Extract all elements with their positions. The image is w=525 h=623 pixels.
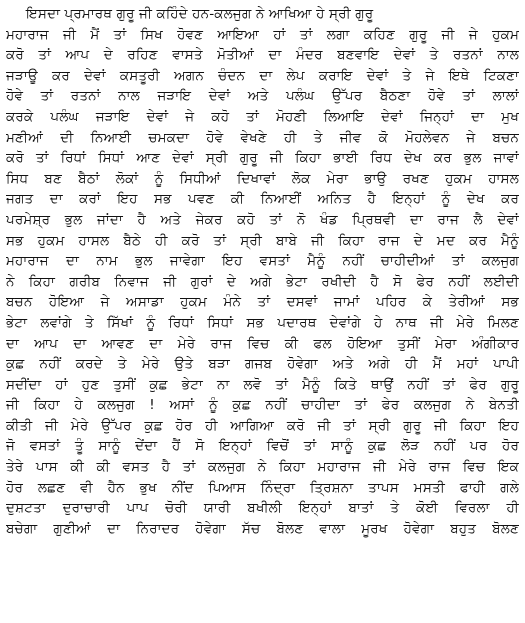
text-line: ਇਸਦਾ ਪ੍ਰਮਾਰਥ ਗੁਰੂ ਜੀ ਕਹਿੰਦੇ ਹਨ-ਕਲਜੁਗ ਨੇ ਆਖਿਆ ਹੇ ਸ੍ਰੀ ਗੁਰੂ bbox=[26, 6, 374, 22]
text-line: ਬਚਨ ਹੋਇਆ ਜੇ ਅਸਾਡਾ ਹੁਕਮ ਮੰਨੇ ਤਾਂ ਦਸਵਾਂ ਜਾਮਾਂ ਪਹਿਰ ਕੇ ਤੇਰੀਆਂ ਸਭ bbox=[6, 294, 519, 311]
text-line: ਕੁਛ ਨਹੀਂ ਕਰਦੇ ਤੇ ਮੇਰੇ ਉਤੇ ਬੜਾ ਗਜਬ ਹੋਵੇਗਾ ਅਤੇ ਅਗੇ ਹੀ ਮੈਂ ਮਹਾਂ ਪਾਪੀ bbox=[6, 356, 519, 373]
text-line: ਕਰਕੇ ਪਲੰਘ ਜੜਾਇ ਦੇਵਾਂ ਜੇ ਕਹੋ ਤਾਂ ਮੋਹਣੀ ਲਿਆਇ ਦੇਵਾਂ ਜਿਨ੍ਹਾਂ ਦਾ ਮੁਖ bbox=[6, 108, 519, 125]
text-line: ਕਰੋ ਤਾਂ ਆਪ ਦੇ ਰਹਿਣ ਵਾਸਤੇ ਮੋਤੀਆਂ ਦਾ ਮੰਦਰ ਬਣਵਾਇ ਦੇਵਾਂ ਤੇ ਰਤਨਾਂ ਨਾਲ bbox=[6, 47, 519, 64]
text-line: ਜੋ ਵਸਤਾਂ ਤੂੰ ਸਾਨੂੰ ਦੇਂਦਾ ਹੈਂ ਸੋ ਇਨ੍ਹਾਂ ਵਿਚੋਂ ਤਾਂ ਸਾਨੂੰ ਕੁਛ ਲੋੜ ਨਹੀਂ ਪਰ ਹੋਰ bbox=[6, 438, 519, 455]
text-line: ਕਰੋ ਤਾਂ ਰਿਧਾਂ ਸਿਧਾਂ ਆਣ ਦੇਵਾਂ ਸ੍ਰੀ ਗੁਰੂ ਜੀ ਕਿਹਾ ਭਾਈ ਰਿਧ ਦੇਖ ਕਰ ਭੁਲ ਜਾਵਾਂ bbox=[6, 150, 519, 167]
text-line: ਨੇ ਕਿਹਾ ਗਰੀਬ ਨਿਵਾਜ ਜੀ ਗੁਰਾਂ ਦੇ ਅਗੇ ਭੇਟਾ ਰਖੀਦੀ ਹੈ ਸੋ ਫੇਰ ਨਹੀਂ ਲਈਦੀ bbox=[6, 273, 519, 290]
text-line: ਭੇਟਾ ਲਵਾਂਗੇ ਤੇ ਸਿੱਖਾਂ ਨੂੰ ਰਿਧਾਂ ਸਿਧਾਂ ਸਭ ਪਦਾਰਥ ਦੇਵਾਂਗੇ ਹੇ ਨਾਥ ਜੀ ਮੇਰੇ ਮਿਲਣ bbox=[6, 314, 519, 331]
gurmukhi-text-block bbox=[6, 4, 519, 539]
text-line: ਕੀਤੀ ਜੀ ਮੇਰੇ ਉੱਪਰ ਕੁਛ ਹੋਰ ਹੀ ਆਗਿਆ ਕਰੋ ਜੀ ਤਾਂ ਸ੍ਰੀ ਗੁਰੂ ਜੀ ਕਿਹਾ ਇਹ bbox=[6, 417, 519, 434]
text-line: ਮਣੀਆਂ ਦੀ ਨਿਆਈ ਚਮਕਦਾ ਹੋਵੇ ਵੇਖਣੇ ਹੀ ਤੇ ਜੀਵ ਕੋ ਮੋਹਲੇਵਨ ਜੇ ਬਚਨ bbox=[6, 129, 519, 146]
text-line: ਜਗਤ ਦਾ ਕਰਾਂ ਇਹ ਸਭ ਪਵਣ ਕੀ ਨਿਆਈਂ ਅਨਿਤ ਹੈ ਇਨ੍ਹਾਂ ਨੂੰ ਦੇਖ ਕਰ bbox=[6, 191, 519, 208]
text-line: ਪਰਮੇਸ਼੍ਰ ਭੁਲ ਜਾਂਦਾ ਹੈ ਅਤੇ ਜੇਕਰ ਕਹੋ ਤਾਂ ਨੋ ਖੰਡ ਪ੍ਰਿਥਵੀ ਦਾ ਰਾਜ ਲੈ ਦੇਵਾਂ bbox=[6, 211, 519, 228]
text-line: ਮਹਾਰਾਜ ਜੀ ਮੈਂ ਤਾਂ ਸਿਖ ਹੋਵਣ ਆਇਆ ਹਾਂ ਤਾਂ ਲਗਾ ਕਹਿਣ ਗੁਰੂ ਜੀ ਜੇ ਹੁਕਮ bbox=[6, 26, 519, 43]
text-line: ਹੋਰ ਲਛਣ ਵੀ ਹੈਨ ਭੁਖ ਨੀਂਦ ਪਿਆਸ ਨਿੰਦ੍ਰਾ ਤ੍ਰਿਸ਼ਨਾ ਤਾਪਸ ਮਸਤੀ ਫਾਹੀ ਗਲੇ bbox=[6, 479, 519, 496]
text-line: ਜੀ ਕਿਹਾ ਹੇ ਕਲਜੁਗ ! ਅਸਾਂ ਨੂੰ ਕੁਛ ਨਹੀਂ ਚਾਹੀਦਾ ਤਾਂ ਫੇਰ ਕਲਜੁਗ ਨੇ ਬੇਨਤੀ bbox=[6, 397, 519, 414]
text-line: ਮਹਾਰਾਜ ਦਾ ਨਾਮ ਭੁਲ ਜਾਵੇਗਾ ਇਹ ਵਸਤਾਂ ਮੈਨੂੰ ਨਹੀਂ ਚਾਹੀਦੀਆਂ ਤਾਂ ਕਲਜੁਗ bbox=[6, 253, 519, 270]
text-line: ਜੜਾਊ ਕਰ ਦੇਵਾਂ ਕਸਤੂਰੀ ਅਗਨ ਚੰਦਨ ਦਾ ਲੇਪ ਕਰਾਇ ਦੇਵਾਂ ਤੇ ਜੇ ਇਥੇ ਟਿਕਣਾ bbox=[6, 67, 519, 84]
text-line: ਸਭ ਹੁਕਮ ਹਾਸਲ ਬੈਠੇ ਹੀ ਕਰੋ ਤਾਂ ਸ੍ਰੀ ਬਾਬੇ ਜੀ ਕਿਹਾ ਰਾਜ ਦੇ ਮਦ ਕਰ ਮੈਨੂੰ bbox=[6, 232, 519, 249]
text-line: ਬਚੇਗਾ ਗੁਣੀਆਂ ਦਾ ਨਿਰਾਦਰ ਹੋਵੇਗਾ ਸੱਚ ਬੋਲਣ ਵਾਲਾ ਮੂਰਖ ਹੋਵੇਗਾ ਬਹੁਤ ਬੋਲਣ bbox=[6, 520, 519, 537]
text-line: ਦੁਸ਼ਟਤਾ ਦੁਰਾਚਾਰੀ ਪਾਪ ਚੋਰੀ ਯਾਰੀ ਬਖੀਲੀ ਇਨ੍ਹਾਂ ਬਾਤਾਂ ਤੇ ਕੋਈ ਵਿਰਲਾ ਹੀ bbox=[6, 500, 519, 517]
text-line: ਦਾ ਆਪ ਦਾ ਆਵਣ ਦਾ ਮੇਰੇ ਰਾਜ ਵਿਚ ਕੀ ਫਲ ਹੋਇਆ ਤੁਸੀਂ ਮੇਰਾ ਅੰਗੀਕਾਰ bbox=[6, 335, 519, 352]
text-line: ਸਦੀਂਦਾ ਹਾਂ ਹੁਣ ਤੁਸੀਂ ਕੁਛ ਭੇਟਾ ਨਾ ਲਵੋ ਤਾਂ ਮੈਨੂੰ ਕਿਤੇ ਥਾਉਂ ਨਹੀਂ ਤਾਂ ਫੇਰ ਗੁਰੂ bbox=[6, 376, 519, 393]
text-line: ਸਿਧ ਬਣ ਬੈਠਾਂ ਲੋਕਾਂ ਨੂੰ ਸਿਧੀਆਂ ਦਿਖਾਵਾਂ ਲੋਕ ਮੇਰਾ ਭਾਉ ਰਖਣ ਹੁਕਮ ਹਾਸਲ bbox=[6, 170, 519, 187]
text-line: ਤੇਰੇ ਪਾਸ ਕੀ ਕੀ ਵਸਤ ਹੈ ਤਾਂ ਕਲਜੁਗ ਨੇ ਕਿਹਾ ਮਹਾਰਾਜ ਜੀ ਮੇਰੇ ਰਾਜ ਵਿਚ ਇਕ bbox=[6, 459, 519, 476]
text-line: ਹੋਵੇ ਤਾਂ ਰਤਨਾਂ ਨਾਲ ਜੜਾਇ ਦੇਵਾਂ ਅਤੇ ਪਲੰਘ ਉੱਪਰ ਬੈਠਣਾ ਹੋਵੇ ਤਾਂ ਲਾਲਾਂ bbox=[6, 88, 519, 105]
